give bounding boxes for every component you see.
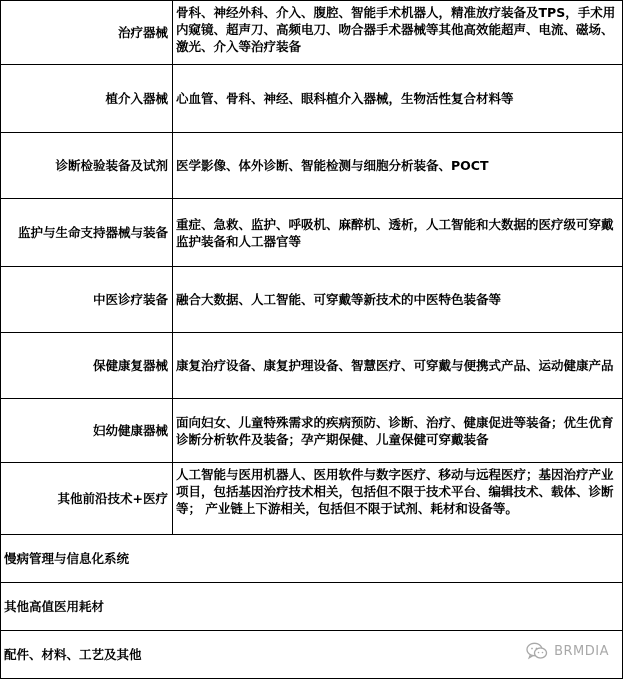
full-width-category-cell: 慢病管理与信息化系统: [1, 535, 623, 583]
table-row: [1, 583, 623, 631]
table-row: [1, 133, 623, 199]
table-row: [1, 267, 623, 333]
table-row: [1, 399, 623, 463]
description-cell: 融合大数据、人工智能、可穿戴等新技术的中医特色装备等: [173, 267, 623, 333]
category-cell: 植介入器械: [1, 65, 173, 133]
description-cell: 康复治疗设备、康复护理设备、智慧医疗、可穿戴与便携式产品、运动健康产品: [173, 333, 623, 399]
full-width-category-cell: 其他高值医用耗材: [1, 583, 623, 631]
table-row: [1, 1, 623, 65]
description-cell: 人工智能与医用机器人、医用软件与数字医疗、移动与远程医疗；基因治疗产业项目，包括基因治疗技术相关，包括但不限于技术平台、编辑技术、载体、诊断等； 产业链上下游相关，包括但不限于试剂、耗材和设备等。: [173, 463, 623, 535]
description-cell: 重症、急救、监护、呼吸机、麻醉机、透析，人工智能和大数据的医疗级可穿戴监护装备和人工器官等: [173, 199, 623, 267]
category-cell: 治疗器械: [1, 1, 173, 65]
category-cell: 监护与生命支持器械与装备: [1, 199, 173, 267]
table-row: [1, 199, 623, 267]
full-width-category-cell: 配件、材料、工艺及其他: [1, 631, 623, 679]
description-cell: 医学影像、体外诊断、智能检测与细胞分析装备、POCT: [173, 133, 623, 199]
category-cell: 妇幼健康器械: [1, 399, 173, 463]
wechat-icon: [526, 642, 548, 660]
watermark-text: BRMDIA: [554, 643, 609, 659]
category-cell: 诊断检验装备及试剂: [1, 133, 173, 199]
description-cell: 骨科、神经外科、介入、腹腔、智能手术机器人，精准放疗装备及TPS，手术用内窥镜、超声刀、高频电刀、吻合器手术器械等其他高效能超声、电流、磁场、激光、介入等治疗装备: [173, 1, 623, 65]
table-row: [1, 333, 623, 399]
table-row: [1, 463, 623, 535]
description-cell: 面向妇女、儿童特殊需求的疾病预防、诊断、治疗、健康促进等装备；优生优育诊断分析软件及装备；孕产期保健、儿童保健可穿戴装备: [173, 399, 623, 463]
table-row: [1, 65, 623, 133]
category-cell: 其他前沿技术+医疗: [1, 463, 173, 535]
category-cell: 中医诊疗装备: [1, 267, 173, 333]
description-cell: 心血管、骨科、神经、眼科植介入器械，生物活性复合材料等: [173, 65, 623, 133]
category-cell: 保健康复器械: [1, 333, 173, 399]
watermark: [526, 640, 609, 662]
table-row: [1, 535, 623, 583]
